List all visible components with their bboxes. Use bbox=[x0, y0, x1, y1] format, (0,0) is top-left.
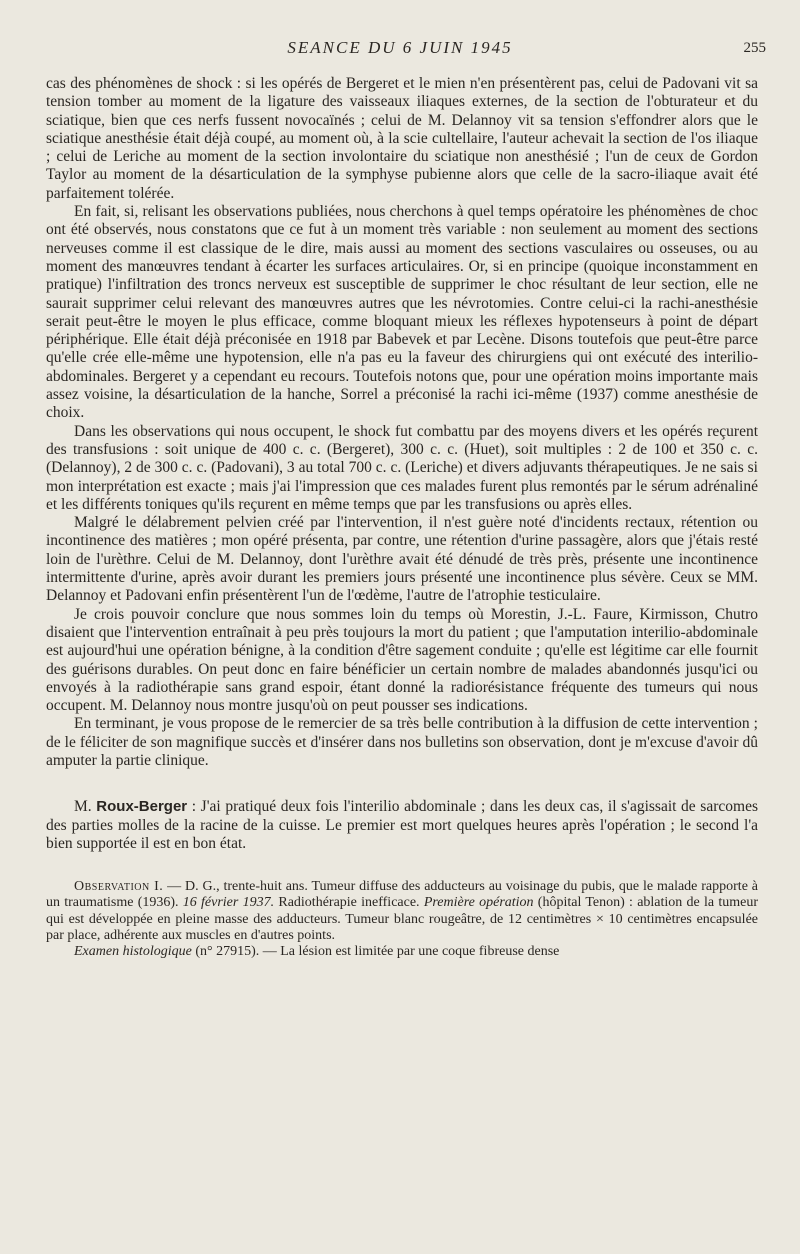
paragraph-shock-cases: cas des phénomènes de shock : si les opérés de Bergeret et le mien n'en présentèrent pas, celui de Padovani vit sa tension tomber au moment de la ligature des vaisseaux iliaques externes, de la section de l'obturateur et du sciatique, bien que ces nerfs fussent novocaïnés ; celui de M. Delannoy vit sa tension s'effondrer alors que le sciatique anesthésie était déjà coupé, au moment où, à la scie cultellaire, l'auteur achevait la section de l'os iliaque ; celui de Leriche au moment de la section involontaire du sciatique non anesthésié ; l'un de ceux de Gordon Taylor au moment de la désarticulation de la symphyse pubienne alors que celle de la sacro-iliaque avait été parfaitement tolérée. bbox=[46, 75, 758, 202]
observation-text-1: — D. G., trente-huit ans. Tumeur diffuse des adducteurs au voisinage du pubis, que le malade rapporte à un traumatisme (1936). bbox=[46, 879, 758, 911]
observation-block bbox=[46, 879, 758, 960]
body-text bbox=[46, 75, 758, 961]
histology-text: (n° 27915). — La lésion est limitée par une coque fibreuse dense bbox=[191, 944, 560, 960]
paragraph-complications: Malgré le délabrement pelvien créé par l'intervention, il n'est guère noté d'incidents rectaux, rétention ou incontinence des matières ; mon opéré présenta, par contre, une rétention d'urine passagère, alors que j'étais resté loin de l'urèthre. Celui de M. Delannoy, dont l'urèthre avait été dénudé de très près, présente une incontinence intermittente d'urine, après avoir durant les premiers jours présenté une incontinence plus sévère. Ceux se MM. Delannoy et Padovani enfin présentèrent l'un de l'œdème, l'autre de l'atrophie testiculaire. bbox=[46, 514, 758, 605]
histology-label: Examen histologique bbox=[74, 944, 192, 960]
roux-berger-text: : J'ai pratiqué deux fois l'interilio abdominale ; dans les deux cas, il s'agissait de sarcomes des parties molles de la racine de la cuisse. Le premier est mort quelques heures après l'opération ; le second l'a bien supportée il est en bon état. bbox=[46, 798, 758, 852]
observation-text-2: Radiothérapie inefficace. bbox=[274, 895, 424, 911]
observation-label: Observation I. bbox=[74, 879, 164, 895]
page-header bbox=[0, 38, 800, 62]
paragraph-conclusion: Je crois pouvoir conclure que nous sommes loin du temps où Morestin, J.-L. Faure, Kirmisson, Chutro disaient que l'intervention entraînait à peu près toujours la mort du patient ; que l'amputation interilio-abdominale est aujourd'hui une opération bénigne, à la condition d'être sagement conduite ; qu'elle est légitime car elle fournit des guérisons durables. On peut donc en faire bénéficier un certain nombre de malades abandonnés jusqu'ici ou envoyés à la radiothérapie sans grand espoir, étant donné la radiorésistance fréquente des tumeurs qui nous occupent. M. Delannoy nous montre jusqu'où on peut pousser ses indications. bbox=[46, 605, 758, 715]
speaker-name: Roux-Berger bbox=[96, 798, 188, 816]
paragraph-operative-timing: En fait, si, relisant les observations publiées, nous cherchons à quel temps opératoire les phénomènes de choc ont été observés, nous constatons que ce fut à un moment très variable : non seulement au moment des sections nerveuses comme il est classique de le dire, mais aussi au moment des sections vasculaires ou osseuses, ou au moment des manœuvres tendant à écarter les surfaces articulaires. Or, si en principe (quoique inconstamment en pratique) l'infiltration des troncs nerveux est susceptible de supprimer le choc résultant de leur section, elle ne saurait supprimer celui relevant des manœuvres autres que les névrotomies. Contre celui-ci la rachi-anesthésie serait peut-être le moyen le plus efficace, comme bloquant mieux les réflexes hypotenseurs à point de départ périphérique. Elle était déjà préconisée en 1918 par Babevek et par Lecène. Disons toutefois que peut-être parce qu'elle crée elle-même une hypotension, elle n'a pas eu la faveur des chirurgiens qui ont exécuté des interilio-abdominales. Bergeret y a cependant eu recours. Toutefois notons que, pour une opération moins importante mais assez voisine, la désarticulation de la hanche, Sorrel a préconisé la rachi ici-même (1937) comme anesthésie de choix. bbox=[46, 203, 758, 422]
observation-text-3: (hôpital Tenon) : ablation de la tumeur qui est développée en pleine masse des adducteurs. Tumeur blanc rougeâtre, de 12 centimètres × 10 centimètres encapsulée par place, adhérente aux muscles en d'autres points. bbox=[46, 895, 759, 944]
paragraph-closing: En terminant, je vous propose de le remercier de sa très belle contribution à la diffusion de cette intervention ; de le féliciter de son magnifique succès et d'insérer dans nos bulletins son observation, dont je m'excuse d'avoir dû amputer la partie clinique. bbox=[46, 715, 758, 769]
running-title: SEANCE DU 6 JUIN 1945 bbox=[287, 38, 513, 57]
page-number: 255 bbox=[743, 40, 766, 56]
histology-paragraph bbox=[46, 944, 758, 960]
paragraph-transfusions: Dans les observations qui nous occupent, le shock fut combattu par des moyens divers et les opérés reçurent des transfusions : soit unique de 400 c. c. (Bergeret), 300 c. c. (Huet), soit multiples : 2 de 100 et 350 c. c. (Delannoy), 2 de 300 c. c. (Padovani), 3 au total 700 c. c. (Leriche) et divers adjuvants thérapeutiques. Je ne sais si mon interprétation est exacte ; mais j'ai l'impression que ces malades furent plus remontés par le sérum adrénaliné et les différents toniques qu'ils reçurent en même temps que par les transfusions ou après elles. bbox=[46, 422, 758, 513]
first-operation-label: Première opération bbox=[423, 895, 534, 911]
observation-paragraph bbox=[46, 879, 758, 944]
observation-date: 16 février 1937. bbox=[182, 895, 275, 911]
section-gap bbox=[46, 770, 758, 798]
speaker-prefix: M. bbox=[74, 798, 97, 816]
roux-berger-remark bbox=[46, 798, 758, 853]
